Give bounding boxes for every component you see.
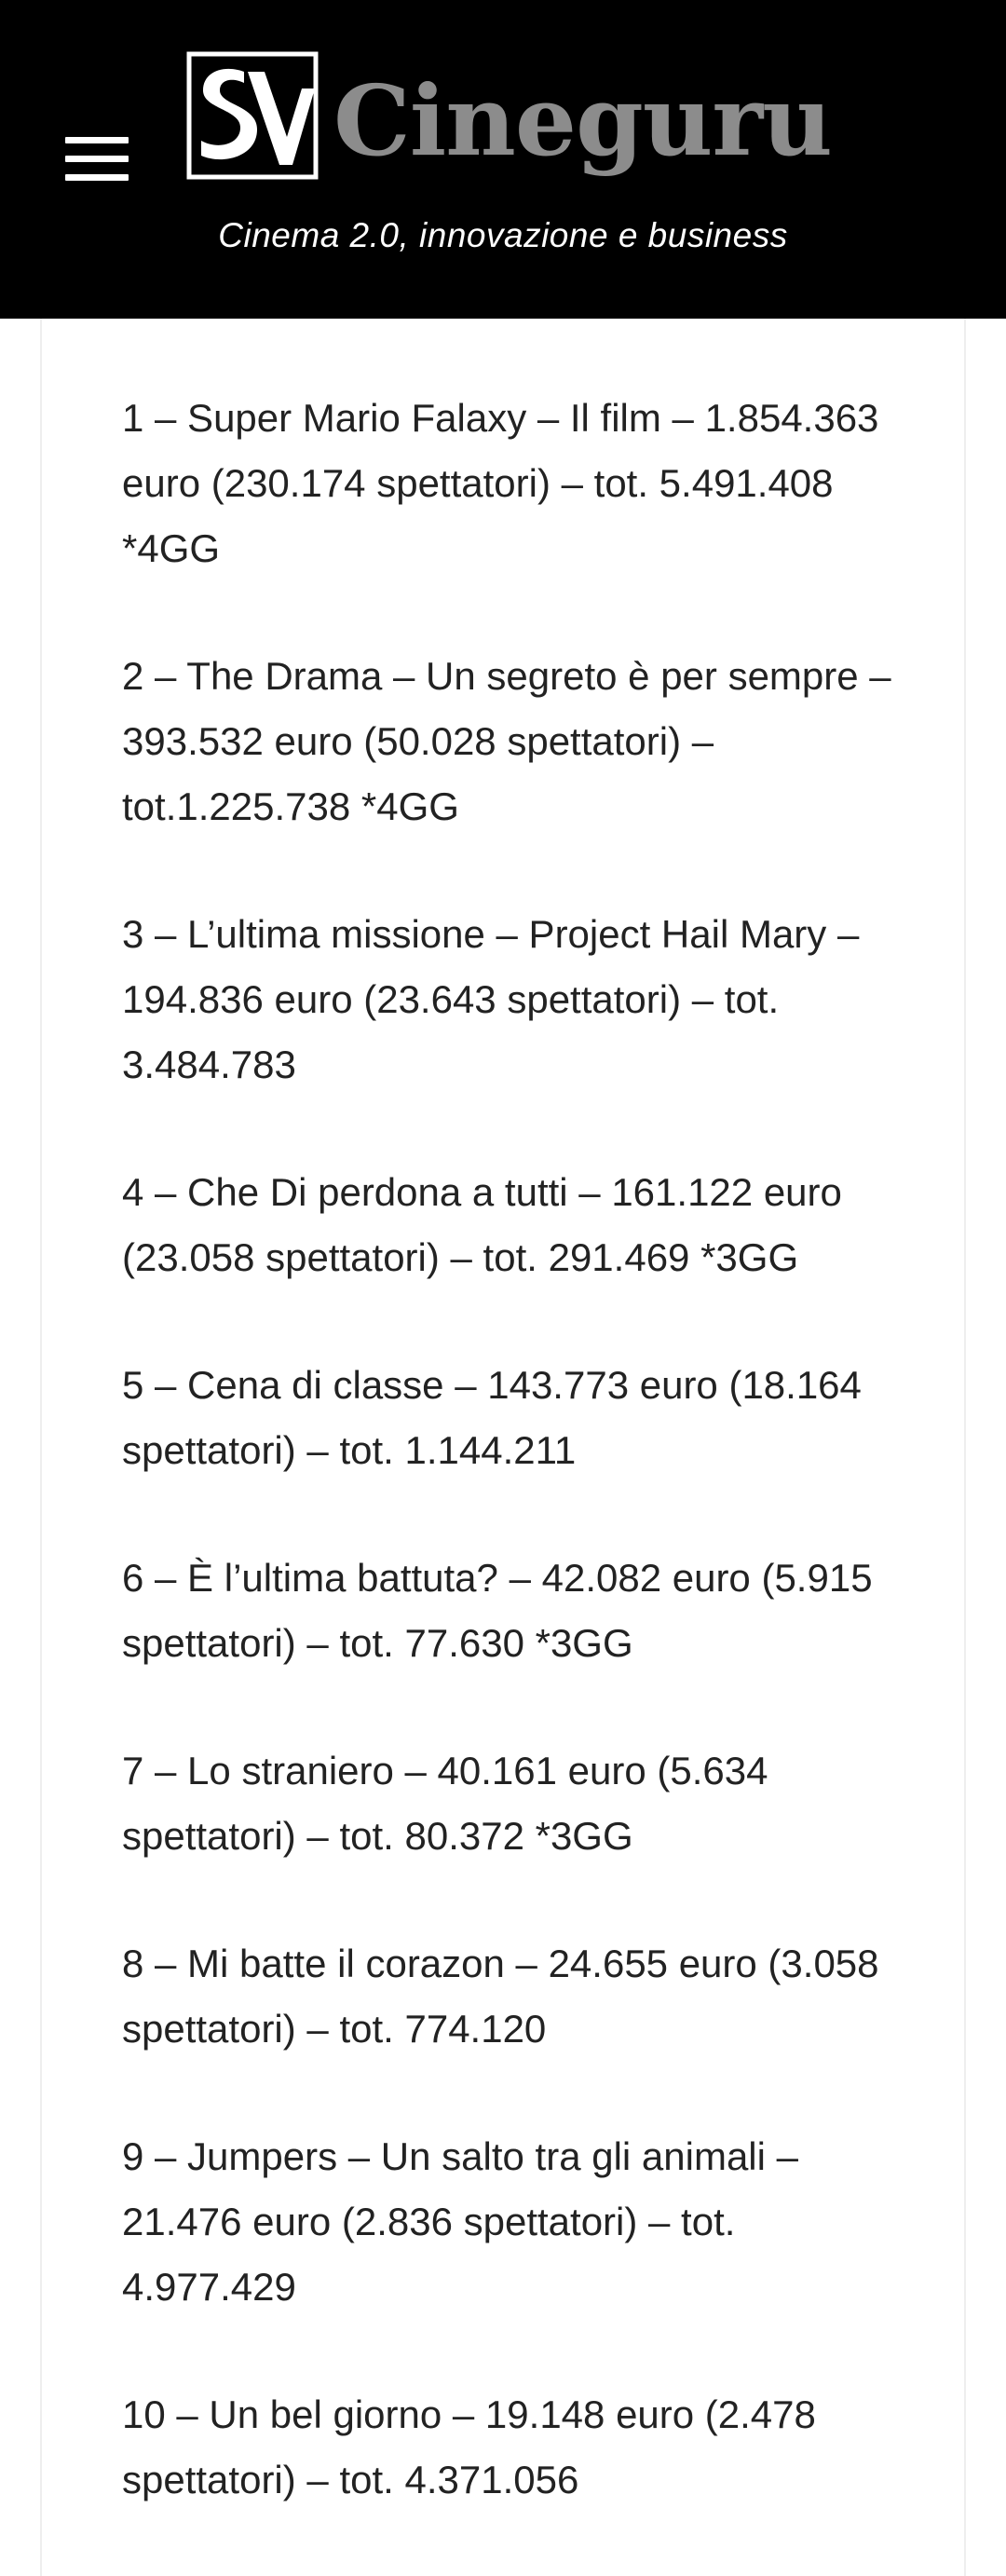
list-item: 10 – Un bel giorno – 19.148 euro (2.478 spettatori) – tot. 4.371.056 [122, 2392, 816, 2501]
list-item: 9 – Jumpers – Un salto tra gli animali – 21.476 euro (2.836 spettatori) – tot. 4.977.429 [122, 2134, 798, 2309]
list-item: 4 – Che Di perdona a tutti – 161.122 euro (23.058 spettatori) – tot. 291.469 *3GG [122, 1170, 842, 1279]
list-item: 8 – Mi batte il corazon – 24.655 euro (3.058 spettatori) – tot. 774.120 [122, 1942, 879, 2051]
hamburger-menu-icon[interactable] [65, 137, 129, 182]
site-tagline: Cinema 2.0, innovazione e business [218, 216, 788, 254]
site-header [0, 0, 1006, 319]
list-item: 6 – È l’ultima battuta? – 42.082 euro (5.915 spettatori) – tot. 77.630 *3GG [122, 1556, 873, 1665]
list-item: 1 – Super Mario Falaxy – Il film – 1.854.363 euro (230.174 spettatori) – tot. 5.491.408 *4GG [122, 396, 879, 570]
box-office-list [122, 386, 895, 2575]
logo-wordmark[interactable]: Cineguru [333, 63, 832, 178]
list-item: 5 – Cena di classe – 143.773 euro (18.164 spettatori) – tot. 1.144.211 [122, 1363, 862, 1472]
list-item: 2 – The Drama – Un segreto è per sempre – 393.532 euro (50.028 spettatori) – tot.1.225.738 *4GG [122, 654, 891, 828]
logo-mark-icon[interactable] [186, 51, 319, 180]
list-item: 3 – L’ultima missione – Project Hail Mary – 194.836 euro (23.643 spettatori) – tot. 3.484.783 [122, 912, 860, 1086]
list-item: 7 – Lo straniero – 40.161 euro (5.634 spettatori) – tot. 80.372 *3GG [122, 1749, 768, 1858]
